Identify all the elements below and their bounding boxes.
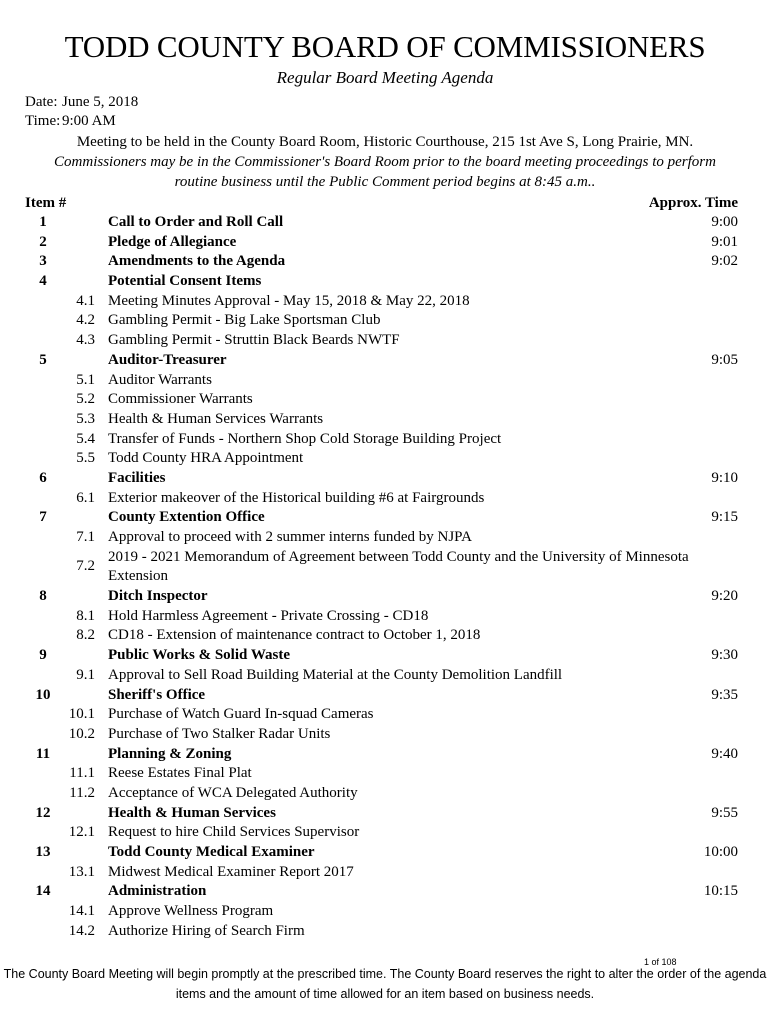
agenda-section-row: [0, 804, 770, 824]
agenda-item-number: 11: [35, 745, 51, 762]
agenda-item-text: County Extention Office: [108, 509, 265, 526]
agenda-subitem-number: 10.1: [68, 706, 95, 723]
agenda-subitem-number: 13.1: [68, 863, 95, 880]
agenda-subitem-number: 4.3: [76, 332, 95, 349]
agenda-list: [0, 213, 770, 941]
agenda-item-time: 9:30: [711, 647, 738, 664]
agenda-item-number: 2: [39, 233, 47, 250]
agenda-item-text: 2019 - 2021 Memorandum of Agreement between Todd County and the University of Minnesota Extension: [108, 548, 689, 585]
agenda-subitem-number: 11.1: [69, 765, 95, 782]
agenda-section-row: [0, 469, 770, 489]
agenda-item-text: Health & Human Services: [108, 804, 276, 821]
agenda-section-row: [0, 646, 770, 666]
agenda-item-text: Reese Estates Final Plat: [108, 765, 252, 782]
page-subtitle: Regular Board Meeting Agenda: [276, 68, 494, 87]
agenda-item-text: Purchase of Two Stalker Radar Units: [108, 725, 331, 742]
agenda-subitem-number: 6.1: [76, 489, 95, 506]
agenda-section-row: [0, 213, 770, 233]
agenda-subitem-row: [0, 528, 770, 548]
agenda-subitem-number: 5.3: [76, 410, 95, 427]
agenda-section-row: [0, 252, 770, 272]
date-label: Date:: [25, 94, 58, 110]
page-title: TODD COUNTY BOARD OF COMMISSIONERS: [64, 29, 706, 64]
agenda-subitem-number: 12.1: [68, 824, 95, 841]
agenda-item-text: Public Works & Solid Waste: [108, 647, 290, 664]
agenda-item-text: CD18 - Extension of maintenance contract to October 1, 2018: [108, 627, 481, 644]
agenda-subitem-row: [0, 489, 770, 509]
agenda-subitem-number: 14.2: [68, 922, 95, 939]
agenda-item-text: Pledge of Allegiance: [108, 233, 237, 250]
agenda-item-text: Planning & Zoning: [108, 745, 232, 762]
agenda-item-text: Commissioner Warrants: [108, 391, 253, 408]
agenda-section-row: [0, 745, 770, 765]
page-number: 1 of 108: [644, 957, 677, 967]
agenda-subitem-row: [0, 666, 770, 686]
meeting-location: Meeting to be held in the County Board Room, Historic Courthouse, 215 1st Ave S, Long Prairie, MN.: [76, 134, 694, 150]
agenda-item-time: 9:15: [711, 509, 738, 526]
agenda-item-text: Exterior makeover of the Historical building #6 at Fairgrounds: [108, 489, 485, 506]
agenda-section-row: [0, 508, 770, 528]
agenda-subitem-number: 8.1: [76, 607, 95, 624]
agenda-subitem-row: [0, 430, 770, 450]
agenda-section-row: [0, 233, 770, 253]
agenda-subitem-row: [0, 922, 770, 942]
agenda-item-number: 10: [35, 686, 51, 703]
agenda-item-text: Approval to proceed with 2 summer interns funded by NJPA: [108, 529, 472, 545]
agenda-item-text: Amendments to the Agenda: [108, 253, 286, 270]
agenda-subitem-row: [0, 902, 770, 922]
time-label: Time:: [25, 113, 61, 129]
agenda-subitem-row: [0, 705, 770, 725]
agenda-item-text: Hold Harmless Agreement - Private Crossing - CD18: [108, 607, 429, 624]
agenda-item-text: Call to Order and Roll Call: [108, 214, 284, 230]
agenda-subitem-number: 7.2: [76, 558, 95, 575]
agenda-item-text: Gambling Permit - Struttin Black Beards NWTF: [108, 332, 400, 349]
agenda-item-text: Transfer of Funds - Northern Shop Cold Storage Building Project: [108, 430, 502, 447]
agenda-subitem-row: [0, 607, 770, 627]
agenda-subitem-number: 10.2: [68, 725, 95, 742]
agenda-subitem-number: 8.2: [76, 627, 95, 644]
agenda-item-number: 6: [39, 469, 47, 486]
agenda-item-time: 9:00: [711, 214, 738, 230]
agenda-subitem-number: 14.1: [68, 903, 95, 920]
agenda-item-text: Ditch Inspector: [108, 588, 208, 605]
agenda-item-number: 8: [39, 588, 47, 605]
agenda-item-text: Request to hire Child Services Supervisor: [108, 824, 360, 841]
agenda-item-time: 10:00: [703, 844, 738, 861]
agenda-item-text: Todd County HRA Appointment: [108, 450, 304, 467]
agenda-subitem-row: [0, 311, 770, 331]
agenda-item-text: Todd County Medical Examiner: [108, 844, 315, 861]
agenda-item-time: 9:40: [711, 745, 738, 762]
agenda-subitem-row: [0, 548, 770, 587]
agenda-item-time: 10:15: [703, 883, 738, 900]
agenda-subitem-row: [0, 390, 770, 410]
agenda-item-number: 12: [35, 804, 51, 821]
agenda-section-row: [0, 272, 770, 292]
agenda-subitem-row: [0, 725, 770, 745]
agenda-item-text: Auditor Warrants: [108, 371, 212, 388]
agenda-subitem-row: [0, 292, 770, 312]
agenda-item-time: 9:05: [711, 351, 738, 368]
agenda-item-text: Acceptance of WCA Delegated Authority: [108, 784, 358, 801]
agenda-subitem-row: [0, 410, 770, 430]
agenda-item-text: Facilities: [108, 469, 166, 486]
agenda-item-number: 9: [39, 647, 47, 664]
agenda-item-number: 7: [39, 509, 47, 526]
agenda-subitem-number: 5.5: [76, 450, 95, 467]
agenda-item-text: Meeting Minutes Approval - May 15, 2018 & May 22, 2018: [108, 292, 470, 309]
agenda-section-row: [0, 843, 770, 863]
agenda-item-time: 9:20: [711, 588, 738, 605]
agenda-item-number: 4: [39, 273, 47, 290]
agenda-subitem-row: [0, 371, 770, 391]
agenda-item-time: 9:10: [711, 469, 738, 486]
agenda-item-time: 9:55: [711, 804, 738, 821]
agenda-item-text: Potential Consent Items: [108, 273, 262, 290]
agenda-subitem-number: 9.1: [76, 666, 95, 683]
agenda-item-text: Authorize Hiring of Search Firm: [108, 922, 305, 939]
agenda-item-time: 9:35: [711, 686, 738, 703]
agenda-item-text: Gambling Permit - Big Lake Sportsman Club: [108, 312, 381, 329]
agenda-item-text: Purchase of Watch Guard In-squad Cameras: [108, 706, 374, 723]
agenda-item-text: Health & Human Services Warrants: [108, 410, 324, 427]
agenda-subitem-row: [0, 331, 770, 351]
meeting-date: [25, 93, 138, 112]
meeting-time: [25, 112, 116, 131]
agenda-item-time: 9:01: [711, 233, 738, 250]
agenda-section-row: [0, 587, 770, 607]
agenda-subitem-number: 7.1: [76, 529, 95, 545]
agenda-item-text: Administration: [108, 883, 207, 900]
agenda-subitem-row: [0, 863, 770, 883]
footer-note: The County Board Meeting will begin promptly at the prescribed time. The County Board reserves the right to alter the order of the agenda items and the amount of time allowed for an item based on business needs.: [3, 967, 767, 1001]
time-value: 9:00 AM: [62, 113, 116, 129]
agenda-item-text: Sheriff's Office: [108, 686, 206, 703]
agenda-item-text: Approve Wellness Program: [108, 903, 274, 920]
agenda-item-number: 14: [35, 883, 51, 900]
meeting-note: Commissioners may be in the Commissioner's Board Room prior to the board meeting proceedings to perform routine business until the Public Comment period begins at 8:45 a.m..: [54, 154, 716, 190]
agenda-item-number: 3: [39, 253, 47, 270]
agenda-item-text: Midwest Medical Examiner Report 2017: [108, 863, 354, 880]
agenda-item-text: Auditor-Treasurer: [108, 351, 227, 368]
agenda-subitem-number: 5.2: [76, 391, 95, 408]
agenda-subitem-number: 5.1: [76, 371, 95, 388]
item-column-header: Item #: [25, 195, 67, 211]
agenda-subitem-row: [0, 823, 770, 843]
agenda-section-row: [0, 351, 770, 371]
agenda-item-number: 5: [39, 351, 47, 368]
agenda-subitem-row: [0, 764, 770, 784]
agenda-item-number: 1: [39, 214, 47, 230]
time-column-header: Approx. Time: [648, 195, 738, 211]
date-value: June 5, 2018: [62, 94, 139, 110]
agenda-subitem-row: [0, 449, 770, 469]
agenda-section-row: [0, 686, 770, 706]
agenda-subitem-number: 5.4: [76, 430, 95, 447]
agenda-item-time: 9:02: [711, 253, 738, 270]
agenda-subitem-number: 4.2: [76, 312, 95, 329]
agenda-item-number: 13: [35, 844, 51, 861]
agenda-subitem-row: [0, 784, 770, 804]
agenda-subitem-number: 4.1: [76, 292, 95, 309]
agenda-subitem-number: 11.2: [69, 784, 95, 801]
agenda-section-row: [0, 882, 770, 902]
agenda-subitem-row: [0, 626, 770, 646]
agenda-item-text: Approval to Sell Road Building Material at the County Demolition Landfill: [108, 666, 563, 683]
